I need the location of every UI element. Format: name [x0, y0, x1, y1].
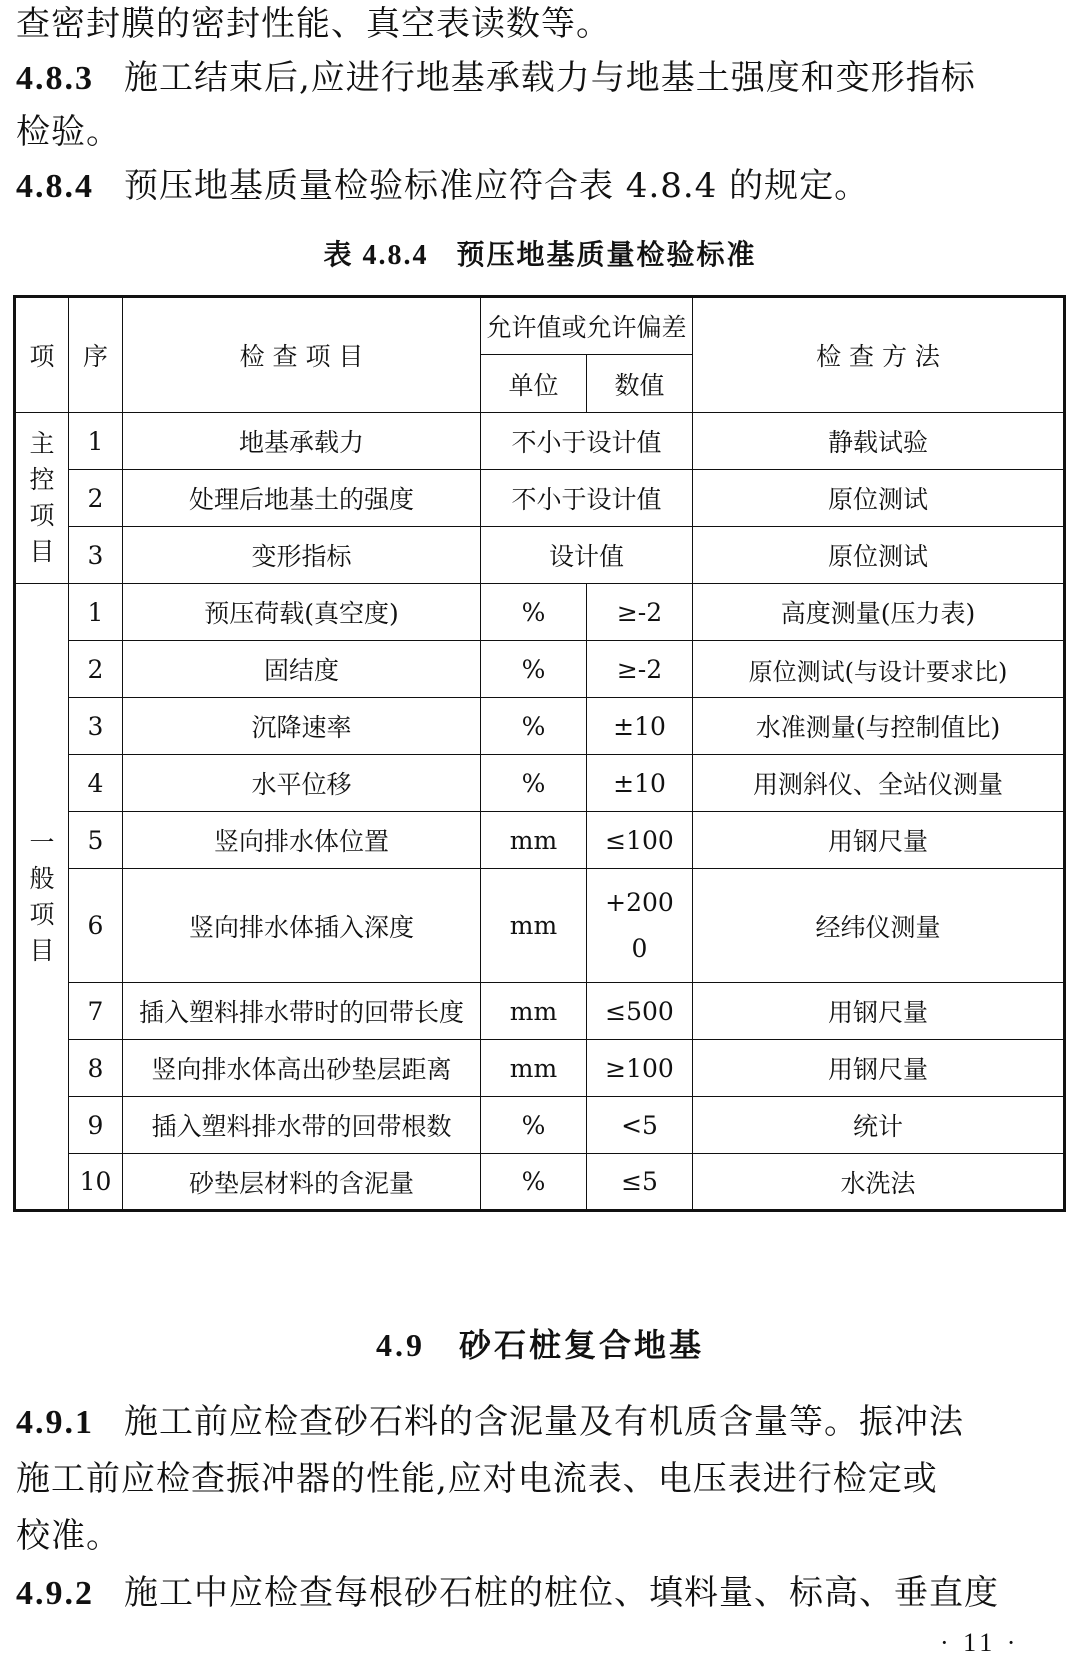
item-cell: 竖向排水体位置: [123, 812, 481, 869]
item-cell: 插入塑料排水带时的回带长度: [123, 983, 481, 1040]
item-cell: 水平位移: [123, 755, 481, 812]
unit-cell: mm: [481, 1040, 587, 1097]
method-cell: 用测斜仪、全站仪测量: [693, 755, 1065, 812]
clause-number: 4.8.4: [16, 168, 94, 205]
table-row: [15, 641, 1065, 698]
unit-cell: %: [481, 1154, 587, 1211]
unit-cell: %: [481, 641, 587, 698]
item-cell: 插入塑料排水带的回带根数: [123, 1097, 481, 1154]
table-row: [15, 755, 1065, 812]
header-check-item: 检 查 项 目: [123, 297, 481, 413]
value-upper: +200: [605, 887, 674, 917]
clause-4-8-4: 4.8.4 预压地基质量检验标准应符合表 4.8.4 的规定。: [16, 166, 870, 206]
unit-cell: mm: [481, 983, 587, 1040]
method-cell: 高度测量(压力表): [693, 584, 1065, 641]
unit-cell: %: [481, 584, 587, 641]
clause-4-9-1: 4.9.1 施工前应检查砂石料的含泥量及有机质含量等。振冲法: [16, 1402, 964, 1442]
value-cell: ≥100: [587, 1040, 693, 1097]
table-row: [15, 1097, 1065, 1154]
value-lower: 0: [631, 933, 648, 963]
seq-cell: 7: [69, 983, 123, 1040]
seq-cell: 6: [69, 869, 123, 983]
seq-cell: 1: [69, 413, 123, 470]
clause-4-9-2: 4.9.2 施工中应检查每根砂石桩的桩位、填料量、标高、垂直度: [16, 1573, 999, 1613]
item-cell: 地基承载力: [123, 413, 481, 470]
seq-cell: 3: [69, 698, 123, 755]
item-cell: 竖向排水体高出砂垫层距离: [123, 1040, 481, 1097]
seq-cell: 1: [69, 584, 123, 641]
table-row: [15, 812, 1065, 869]
method-cell: 用钢尺量: [693, 1040, 1065, 1097]
header-item: 项: [15, 297, 69, 413]
seq-cell: 9: [69, 1097, 123, 1154]
group-general-label: 一 般 项 目: [15, 584, 69, 1211]
method-cell: 经纬仪测量: [693, 869, 1065, 983]
table-caption: 表 4.8.4 预压地基质量检验标准: [323, 238, 757, 271]
header-allowance: 允许值或允许偏差: [481, 297, 693, 355]
method-cell: 统计: [693, 1097, 1065, 1154]
header-value: 数值: [587, 355, 693, 413]
page-number: · 11 ·: [940, 1628, 1020, 1657]
item-cell: 预压荷载(真空度): [123, 584, 481, 641]
table-row: [15, 1040, 1065, 1097]
item-cell: 砂垫层材料的含泥量: [123, 1154, 481, 1211]
method-cell: 水准测量(与控制值比): [693, 698, 1065, 755]
value-cell: ±10: [587, 698, 693, 755]
value-cell: ≥-2: [587, 641, 693, 698]
table-row: [15, 470, 1065, 527]
clause-4-8-3: 4.8.3 施工结束后,应进行地基承载力与地基土强度和变形指标: [16, 58, 976, 98]
header-row: [15, 297, 1065, 355]
seq-cell: 5: [69, 812, 123, 869]
value-cell: ≥-2: [587, 584, 693, 641]
method-cell: 原位测试: [693, 527, 1065, 584]
seq-cell: 2: [69, 641, 123, 698]
item-cell: 竖向排水体插入深度: [123, 869, 481, 983]
text-line: 查密封膜的密封性能、真空表读数等。: [16, 4, 611, 44]
method-cell: 水洗法: [693, 1154, 1065, 1211]
value-cell: ≤5: [587, 1154, 693, 1211]
text-line: 校准。: [16, 1516, 121, 1556]
clause-number: 4.9.2: [16, 1575, 94, 1612]
seq-cell: 8: [69, 1040, 123, 1097]
value-cell: ≤100: [587, 812, 693, 869]
item-cell: 处理后地基土的强度: [123, 470, 481, 527]
table-row: [15, 527, 1065, 584]
quality-check-table: [13, 295, 1066, 1212]
table-row: [15, 413, 1065, 470]
table-row: [15, 983, 1065, 1040]
table-row: [15, 584, 1065, 641]
method-cell: 用钢尺量: [693, 812, 1065, 869]
value-cell: [587, 869, 693, 983]
seq-cell: 3: [69, 527, 123, 584]
header-seq: 序: [69, 297, 123, 413]
unit-cell: %: [481, 755, 587, 812]
value-cell: <5: [587, 1097, 693, 1154]
value-cell: ±10: [587, 755, 693, 812]
section-heading: 4.9 砂石桩复合地基: [375, 1326, 704, 1364]
seq-cell: 10: [69, 1154, 123, 1211]
method-cell: 用钢尺量: [693, 983, 1065, 1040]
allow-cell: 设计值: [481, 527, 693, 584]
header-unit: 单位: [481, 355, 587, 413]
allow-cell: 不小于设计值: [481, 413, 693, 470]
unit-cell: %: [481, 1097, 587, 1154]
method-cell: 原位测试(与设计要求比): [693, 641, 1065, 698]
unit-cell: %: [481, 698, 587, 755]
item-cell: 变形指标: [123, 527, 481, 584]
method-cell: 静载试验: [693, 413, 1065, 470]
seq-cell: 2: [69, 470, 123, 527]
seq-cell: 4: [69, 755, 123, 812]
clause-number: 4.9.1: [16, 1404, 94, 1441]
value-cell: ≤500: [587, 983, 693, 1040]
unit-cell: mm: [481, 812, 587, 869]
table-row: [15, 698, 1065, 755]
group-main-label: 主 控 项 目: [15, 413, 69, 584]
allow-cell: 不小于设计值: [481, 470, 693, 527]
method-cell: 原位测试: [693, 470, 1065, 527]
header-method: 检 查 方 法: [693, 297, 1065, 413]
unit-cell: mm: [481, 869, 587, 983]
table-row: [15, 869, 1065, 983]
text-line: 检验。: [16, 112, 121, 152]
item-cell: 固结度: [123, 641, 481, 698]
text-line: 施工前应检查振冲器的性能,应对电流表、电压表进行检定或: [16, 1459, 938, 1499]
table-row: [15, 1154, 1065, 1211]
item-cell: 沉降速率: [123, 698, 481, 755]
clause-number: 4.8.3: [16, 60, 94, 97]
